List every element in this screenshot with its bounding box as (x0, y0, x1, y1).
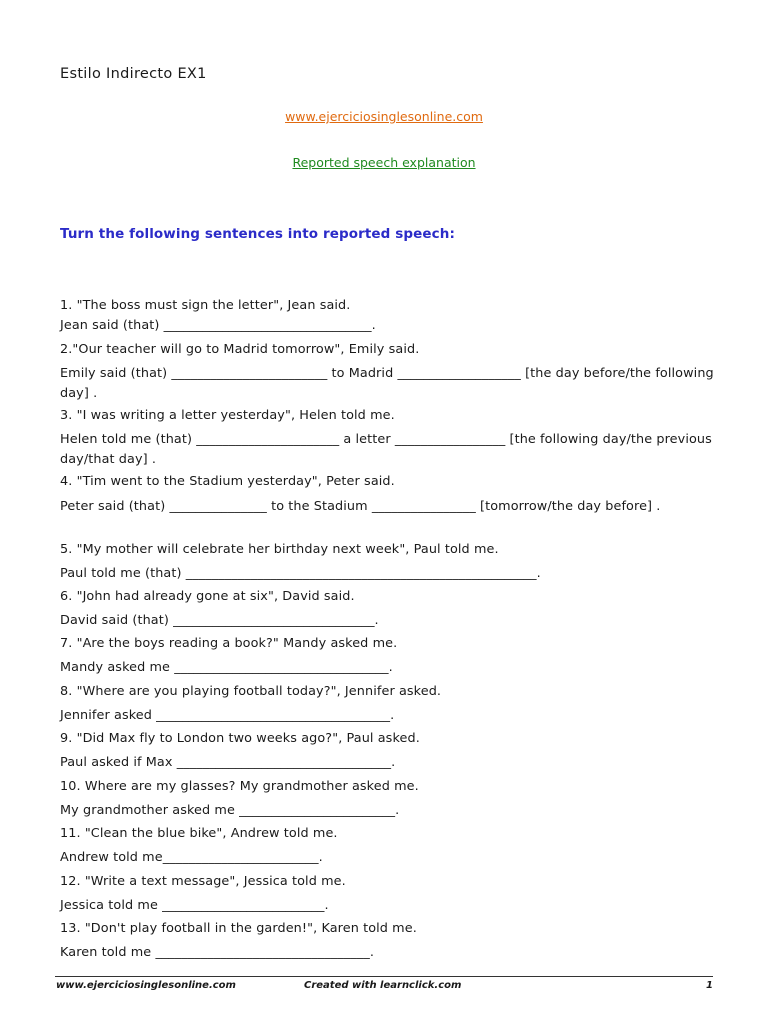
answer-6: David said (that) _______________________________. (60, 613, 379, 628)
question-11: 11. "Clean the blue bike", Andrew told me. (60, 826, 338, 841)
question-2: 2."Our teacher will go to Madrid tomorrow", Emily said. (60, 342, 420, 357)
explanation-link[interactable]: Reported speech explanation (292, 155, 476, 170)
answer-8: Jennifer asked ____________________________________. (60, 708, 395, 723)
answer-2: Emily said (that) ________________________ to Madrid ___________________ [the day before/the following day] . (60, 366, 714, 401)
question-3: 3. "I was writing a letter yesterday", Helen told me. (60, 408, 395, 423)
question-12: 12. "Write a text message", Jessica told me. (60, 874, 346, 889)
question-4: 4. "Tim went to the Stadium yesterday", Peter said. (60, 474, 395, 489)
question-10: 10. Where are my glasses? My grandmother asked me. (60, 779, 419, 794)
answer-13: Karen told me _________________________________. (60, 945, 375, 960)
answer-11: Andrew told me________________________. (60, 850, 323, 865)
page-number: 1 (706, 980, 713, 991)
instruction-heading: Turn the following sentences into reported speech: (60, 226, 455, 242)
answer-7: Mandy asked me _________________________________. (60, 660, 393, 675)
answer-1: Jean said (that) ________________________________. (60, 318, 376, 333)
answer-4: Peter said (that) _______________ to the Stadium ________________ [tomorrow/the day before] . (60, 499, 661, 514)
question-5: 5. "My mother will celebrate her birthday next week", Paul told me. (60, 542, 499, 557)
question-13: 13. "Don't play football in the garden!", Karen told me. (60, 921, 417, 936)
question-9: 9. "Did Max fly to London two weeks ago?", Paul asked. (60, 731, 420, 746)
question-8: 8. "Where are you playing football today?", Jennifer asked. (60, 684, 442, 699)
answer-12: Jessica told me _________________________. (60, 898, 329, 913)
page-title: Estilo Indirecto EX1 (60, 66, 207, 82)
question-6: 6. "John had already gone at six", David said. (60, 589, 355, 604)
answer-10: My grandmother asked me ________________________. (60, 803, 400, 818)
footer-site: www.ejerciciosinglesonline.com (56, 980, 236, 991)
site-link[interactable]: www.ejerciciosinglesonline.com (285, 109, 483, 124)
footer-divider (55, 976, 713, 977)
question-7: 7. "Are the boys reading a book?" Mandy asked me. (60, 636, 398, 651)
answer-3: Helen told me (that) ______________________ a letter _________________ [the following day/the previous day/that day] . (60, 432, 712, 467)
question-1: 1. "The boss must sign the letter", Jean said. (60, 298, 351, 313)
answer-5: Paul told me (that) ______________________________________________________. (60, 566, 541, 581)
footer-credit: Created with learnclick.com (304, 980, 462, 991)
answer-9: Paul asked if Max _________________________________. (60, 755, 396, 770)
